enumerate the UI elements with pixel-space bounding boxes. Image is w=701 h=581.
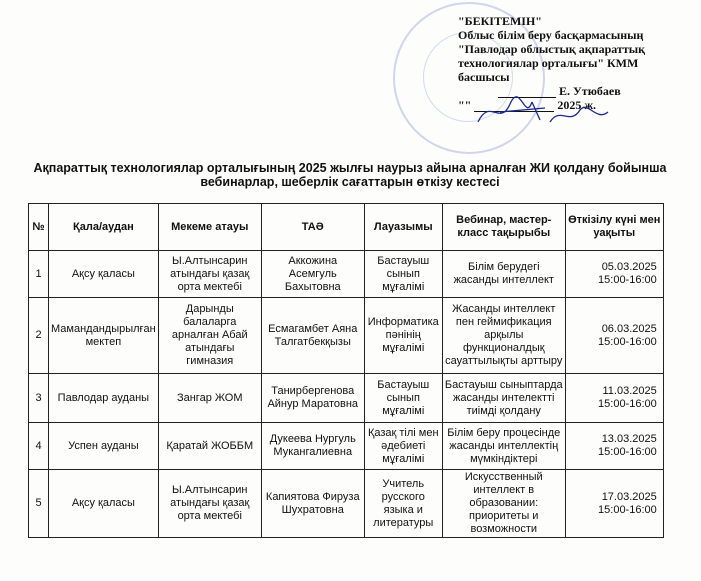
cell-org: Ы.Алтынсарин атындағы қазақ орта мектебі bbox=[158, 470, 261, 538]
approval-position: басшысы bbox=[458, 70, 510, 84]
approval-org-line1: Облыс білім беру басқармасының bbox=[458, 28, 644, 42]
header-date: Өткізілу күні мен уақыты bbox=[565, 204, 663, 251]
cell-topic: Білім берудегі жасанды интеллект bbox=[442, 251, 565, 298]
cell-topic: Білім беру процесінде жасанды интеллектің мүмкіндіктері bbox=[442, 423, 565, 470]
header-city: Қала/аудан bbox=[49, 204, 159, 251]
cell-name: Капиятова Фируза Шухратовна bbox=[261, 470, 364, 538]
cell-date bbox=[565, 374, 663, 423]
approval-signer: Е. Утюбаев bbox=[559, 84, 621, 98]
cell-num: 3 bbox=[29, 374, 49, 423]
header-name: ТАӘ bbox=[261, 204, 364, 251]
approval-heading: "БЕКІТЕМІН" bbox=[458, 14, 542, 28]
cell-date bbox=[565, 423, 663, 470]
cell-name: Танирбергенова Айнур Маратовна bbox=[261, 374, 364, 423]
cell-position: Қазақ тілі мен әдебиеті мұғалімі bbox=[364, 423, 442, 470]
header-topic: Вебинар, мастер-класс тақырыбы bbox=[442, 204, 565, 251]
cell-num: 4 bbox=[29, 423, 49, 470]
table-header-row bbox=[29, 204, 664, 251]
table-row bbox=[29, 298, 664, 374]
cell-date-time: 15:00-16:00 bbox=[598, 274, 657, 286]
approval-date-day: "" bbox=[458, 98, 472, 112]
cell-num: 1 bbox=[29, 251, 49, 298]
title-line1: Ақпараттық технологиялар орталығының 2025 жылғы наурыз айына арналған ЖИ қолдану бойынша bbox=[33, 161, 667, 175]
table-row bbox=[29, 423, 664, 470]
cell-date-time: 15:00-16:00 bbox=[598, 398, 657, 410]
cell-topic: Бастауыш сыныптарда жасанды интелектті тиімді қолдану bbox=[442, 374, 565, 423]
cell-date-time: 15:00-16:00 bbox=[598, 335, 657, 348]
cell-org: Ы.Алтынсарин атындағы қазақ орта мектебі bbox=[158, 251, 261, 298]
cell-topic: Жасанды интеллект пен геймификация арқылы функционалдық сауаттылықты арттыру bbox=[442, 298, 565, 374]
cell-date-day: 06.03.2025 bbox=[601, 322, 657, 335]
table-row bbox=[29, 374, 664, 423]
cell-position: Бастауыш сынып мұғалімі bbox=[364, 374, 442, 423]
cell-city: Ақсу қаласы bbox=[49, 470, 159, 538]
cell-date bbox=[565, 298, 663, 374]
approval-org-line2: "Павлодар облыстық ақпараттық bbox=[458, 42, 646, 56]
cell-city: Ақсу қаласы bbox=[49, 251, 159, 298]
cell-city: Успен ауданы bbox=[49, 423, 159, 470]
cell-position: Учитель русского языка и литературы bbox=[364, 470, 442, 538]
cell-date-day: 11.03.2025 bbox=[602, 385, 657, 397]
header-num: № bbox=[29, 204, 49, 251]
cell-org: Зангар ЖОМ bbox=[158, 374, 261, 423]
cell-name: Есмагамбет Аяна Талгатбекқызы bbox=[261, 298, 364, 374]
cell-org: Дарынды балаларга арналған Абай атындағы гимназия bbox=[158, 298, 261, 374]
approval-org-line3: технологиялар орталығы" КММ bbox=[458, 56, 639, 70]
cell-num: 5 bbox=[29, 470, 49, 538]
cell-topic: Искусственный интеллект в образовании: приоритеты и возможности bbox=[442, 470, 565, 538]
header-org: Мекеме атауы bbox=[158, 204, 261, 251]
document-title bbox=[20, 161, 680, 189]
cell-date bbox=[565, 251, 663, 298]
cell-position: Информатика пәнінің мұғалімі bbox=[364, 298, 442, 374]
cell-city: Мамандандырылған мектеп bbox=[49, 298, 159, 374]
cell-date-time: 15:00-16:00 bbox=[598, 503, 657, 516]
cell-name: Аккожина Асемгуль Бахытовна bbox=[261, 251, 364, 298]
cell-city: Павлодар ауданы bbox=[49, 374, 159, 423]
cell-date-day: 05.03.2025 bbox=[601, 261, 657, 273]
cell-date bbox=[565, 470, 663, 538]
approval-date-year: 2025 ж. bbox=[557, 98, 597, 112]
header-position: Лауазымы bbox=[364, 204, 442, 251]
cell-num: 2 bbox=[29, 298, 49, 374]
cell-name: Дукеева Нургуль Мукангалиевна bbox=[261, 423, 364, 470]
schedule-table bbox=[28, 203, 664, 538]
cell-org: Қаратай ЖОББМ bbox=[158, 423, 261, 470]
cell-position: Бастауыш сынып мұғалімі bbox=[364, 251, 442, 298]
title-line2: вебинарлар, шеберлік сағаттарын өткізу кестесі bbox=[200, 175, 500, 189]
cell-date-day: 13.03.2025 bbox=[601, 433, 657, 445]
cell-date-time: 15:00-16:00 bbox=[598, 446, 657, 458]
cell-date-day: 17.03.2025 bbox=[601, 490, 657, 503]
table-row bbox=[29, 470, 664, 538]
handwritten-signature bbox=[470, 92, 620, 132]
table-row bbox=[29, 251, 664, 298]
